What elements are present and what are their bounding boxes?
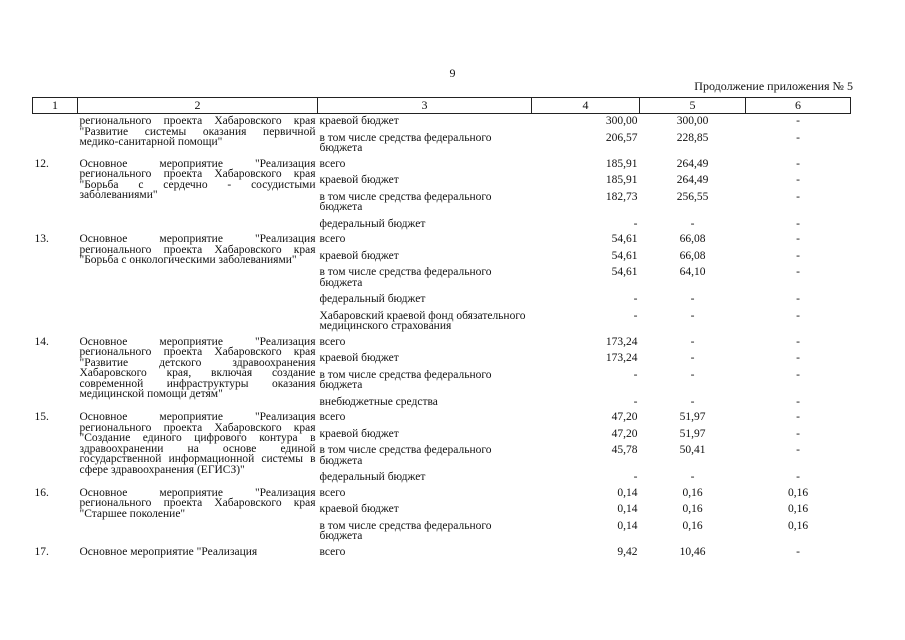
table-row <box>33 410 851 426</box>
value-col-6: - <box>796 444 800 456</box>
header-col-5: 5 <box>640 98 746 114</box>
continuation-label: Продолжение приложения № 5 <box>694 79 853 93</box>
value-col-4: 54,61 <box>611 266 638 278</box>
funding-source: всего <box>319 545 346 558</box>
value-col-6: 0,16 <box>787 486 809 499</box>
funding-source: всего <box>319 233 346 245</box>
value-col-5: 51,97 <box>679 427 706 440</box>
header-col-4: 4 <box>532 98 640 114</box>
value-col-6: - <box>796 174 800 186</box>
funding-source: в том числе средства федерального бюджета <box>319 190 492 213</box>
value-col-4: 0,14 <box>617 519 638 532</box>
value-col-6: - <box>796 249 800 262</box>
item-description: Основное мероприятие "Реализация регионального проекта Хабаровского края "Старшее поколение" <box>79 486 316 520</box>
value-col-4: 173,24 <box>605 352 638 364</box>
funding-source: в том числе средства федерального бюджета <box>319 131 492 154</box>
item-number: 16. <box>34 486 49 499</box>
value-col-4: 206,57 <box>605 131 638 144</box>
value-col-5: 0,16 <box>682 486 703 499</box>
item-number: 17. <box>34 545 49 558</box>
item-description: Основное мероприятие "Реализация <box>79 545 258 558</box>
table-row <box>33 335 851 351</box>
funding-source: краевой бюджет <box>319 503 399 515</box>
value-col-5: - <box>690 471 695 483</box>
value-col-6: - <box>796 217 800 230</box>
funding-source: Хабаровский краевой фонд обязательного медицинского страхования <box>319 309 526 332</box>
value-col-4: 54,61 <box>611 249 638 262</box>
item-description: Основное мероприятие "Реализация регионального проекта Хабаровского края "Создание единого цифрового контура в здравоохранении на основе единой государственной информационной системы в сфере здравоохранения (ЕГИСЗ)" <box>79 411 316 476</box>
value-col-4: - <box>633 395 638 408</box>
funding-source: всего <box>319 411 346 423</box>
value-col-4: 47,20 <box>611 427 638 440</box>
value-col-6: - <box>796 335 800 348</box>
value-col-5: 10,46 <box>679 545 706 558</box>
header-col-1: 1 <box>33 98 78 114</box>
value-col-6: 0,16 <box>787 503 809 515</box>
funding-source: в том числе средства федерального бюджета <box>319 444 492 467</box>
value-col-4: 0,14 <box>617 486 638 499</box>
value-col-5: - <box>690 309 695 322</box>
value-col-5: 256,55 <box>676 190 709 203</box>
value-col-5: 66,08 <box>679 233 706 245</box>
value-col-5: - <box>690 217 695 230</box>
item-number: 12. <box>34 157 49 170</box>
item-number <box>33 114 78 157</box>
table-row <box>33 157 851 173</box>
item-description: Основное мероприятие "Реализация регионального проекта Хабаровского края "Развитие детского здравоохранения Хабаровского края, включая создание современной инфраструктуры оказания медицинской помощи детям" <box>79 335 316 400</box>
item-number: 15. <box>34 411 49 423</box>
value-col-6: - <box>796 293 800 305</box>
value-col-5: 300,00 <box>676 115 709 127</box>
value-col-4: 0,14 <box>617 503 638 515</box>
funding-source: федеральный бюджет <box>319 471 426 483</box>
value-col-5: - <box>690 352 695 364</box>
value-col-6: - <box>796 411 800 423</box>
item-description: регионального проекта Хабаровского края "Развитие системы оказания первичной медико-санитарной помощи" <box>79 115 316 148</box>
value-col-6: - <box>796 352 800 364</box>
value-col-6: - <box>796 309 800 322</box>
value-col-6: - <box>796 266 800 278</box>
funding-source: краевой бюджет <box>319 427 399 440</box>
table-body <box>33 114 851 561</box>
table-row <box>33 114 851 130</box>
value-col-6: - <box>796 190 800 203</box>
value-col-5: - <box>690 368 695 381</box>
value-col-4: - <box>633 217 638 230</box>
funding-source: федеральный бюджет <box>319 217 426 230</box>
funding-source: в том числе средства федерального бюджета <box>319 519 492 542</box>
header-col-2: 2 <box>78 98 318 114</box>
budget-table <box>32 97 851 560</box>
value-col-4: 45,78 <box>611 444 638 456</box>
table-row <box>33 545 851 561</box>
value-col-5: 228,85 <box>676 131 709 144</box>
value-col-5: 264,49 <box>676 174 709 186</box>
item-number: 13. <box>34 233 49 245</box>
value-col-6: - <box>796 157 800 170</box>
page-number: 9 <box>449 66 456 80</box>
funding-source: федеральный бюджет <box>319 293 426 305</box>
value-col-4: 300,00 <box>605 115 638 127</box>
table-header-row <box>33 98 851 114</box>
value-col-4: 54,61 <box>611 233 638 245</box>
value-col-6: 0,16 <box>787 519 809 532</box>
value-col-5: 0,16 <box>682 519 703 532</box>
value-col-6: - <box>796 233 800 245</box>
item-description: Основное мероприятие "Реализация регионального проекта Хабаровского края "Борьба с онкологическими заболеваниями" <box>79 233 316 266</box>
funding-source: краевой бюджет <box>319 249 399 262</box>
value-col-6: - <box>796 395 800 408</box>
value-col-4: - <box>633 293 638 305</box>
value-col-5: - <box>690 395 695 408</box>
value-col-6: - <box>796 368 800 381</box>
value-col-4: 9,42 <box>617 545 638 558</box>
item-description: Основное мероприятие "Реализация регионального проекта Хабаровского края "Борьба с сердечно - сосудистыми заболеваниями" <box>79 157 316 201</box>
funding-source: краевой бюджет <box>319 115 399 127</box>
value-col-4: 185,91 <box>605 157 638 170</box>
value-col-5: 0,16 <box>682 503 703 515</box>
value-col-5: 264,49 <box>676 157 709 170</box>
value-col-6: - <box>796 471 800 483</box>
table-row <box>33 486 851 502</box>
value-col-4: 182,73 <box>605 190 638 203</box>
value-col-4: - <box>633 368 638 381</box>
funding-source: краевой бюджет <box>319 174 399 186</box>
value-col-5: 50,41 <box>679 444 706 456</box>
value-col-5: 66,08 <box>679 249 706 262</box>
funding-source: краевой бюджет <box>319 352 399 364</box>
value-col-5: - <box>690 335 695 348</box>
value-col-6: - <box>796 545 800 558</box>
funding-source: в том числе средства федерального бюджета <box>319 266 492 289</box>
value-col-5: - <box>690 293 695 305</box>
header-col-3: 3 <box>318 98 532 114</box>
funding-source: всего <box>319 486 346 499</box>
value-col-4: 185,91 <box>605 174 638 186</box>
value-col-6: - <box>796 131 800 144</box>
funding-source: внебюджетные средства <box>319 395 438 408</box>
value-col-4: - <box>633 309 638 322</box>
value-col-6: - <box>796 115 800 127</box>
funding-source: всего <box>319 157 346 170</box>
item-number: 14. <box>34 335 49 348</box>
value-col-4: 47,20 <box>611 411 638 423</box>
value-col-4: - <box>633 471 638 483</box>
value-col-6: - <box>796 427 800 440</box>
table-row <box>33 232 851 248</box>
value-col-5: 51,97 <box>679 411 706 423</box>
header-col-6: 6 <box>746 98 851 114</box>
funding-source: в том числе средства федерального бюджета <box>319 368 492 391</box>
funding-source: всего <box>319 335 346 348</box>
value-col-4: 173,24 <box>605 335 638 348</box>
value-col-5: 64,10 <box>679 266 706 278</box>
